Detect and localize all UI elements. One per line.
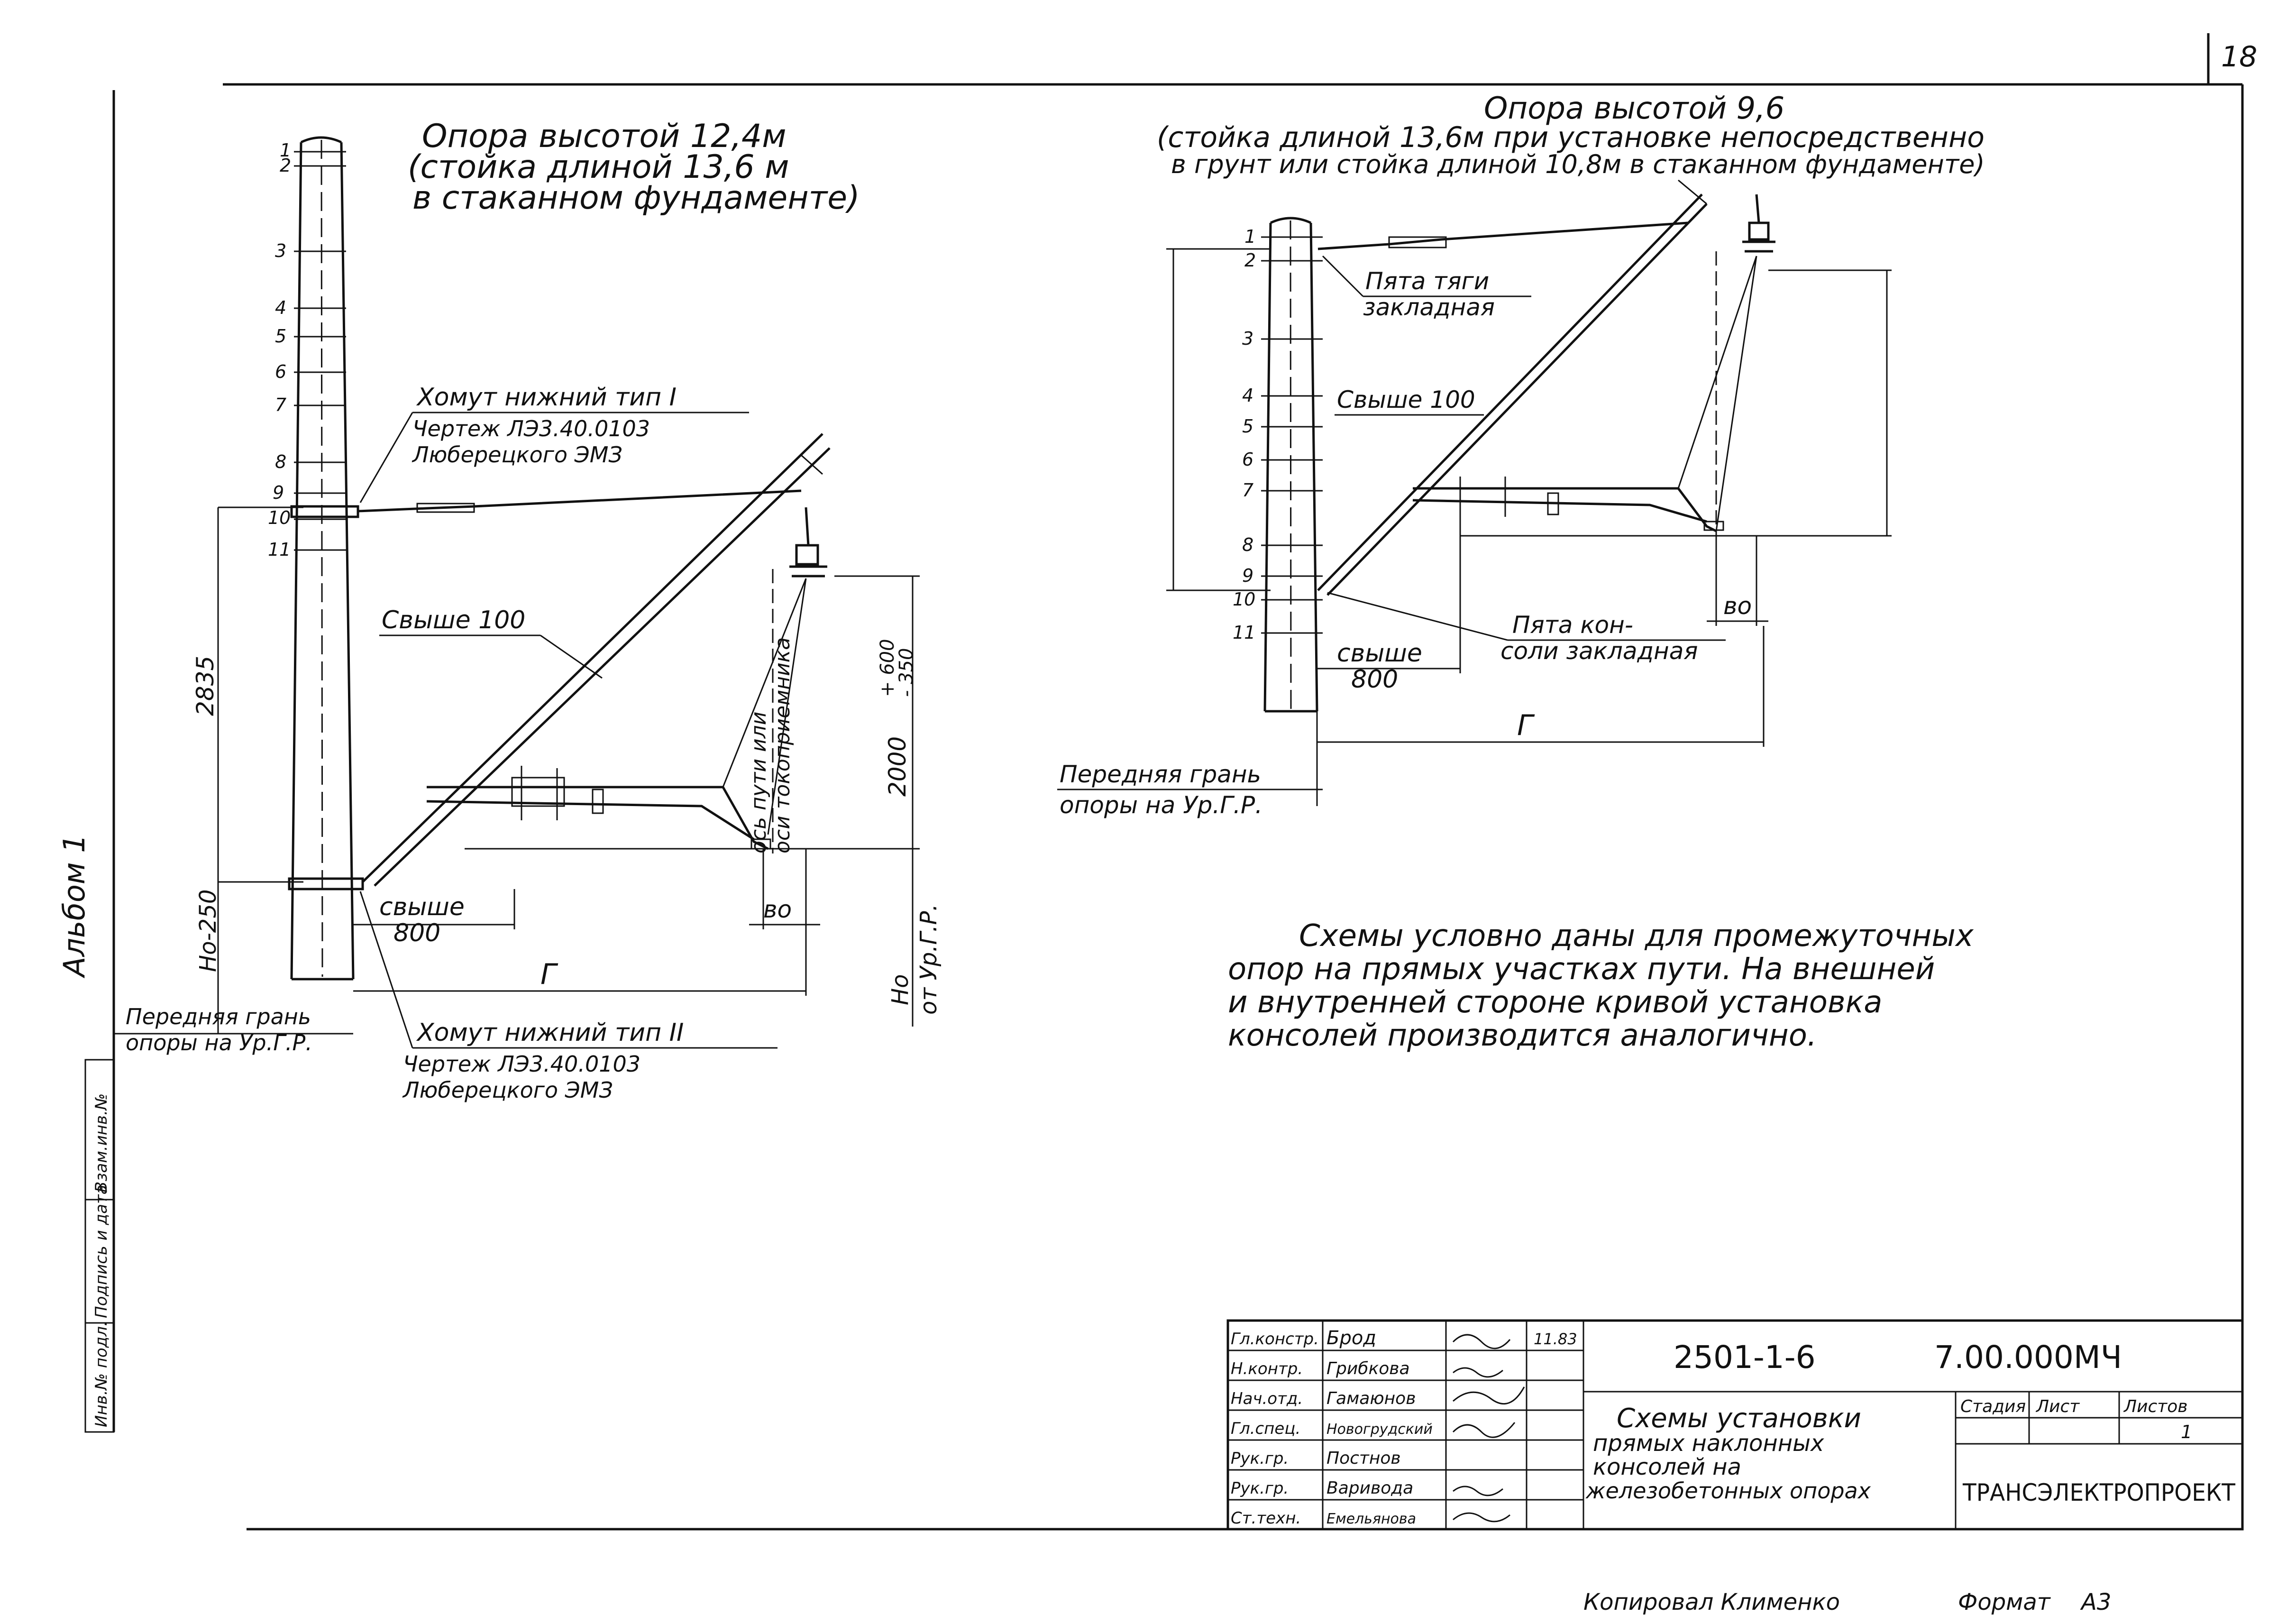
tb-role-5: Рук.гр. [1231,1449,1289,1468]
tb-date: 11.83 [1534,1330,1577,1348]
right-label-above100: Свыше 100 [1337,386,1475,413]
left-dim-2000-tol-minus: - 350 [896,648,917,697]
left-clamp-top-line-2: Чертеж ЛЭ3.40.0103 [412,416,650,441]
page-number: 18 [2221,40,2258,73]
tb-role-3: Нач.отд. [1231,1389,1303,1408]
left-level-9: 9 [273,482,284,503]
side-stamp-cell-2: Подпись и дата [92,1184,111,1318]
right-heel-console-2: соли закладная [1500,637,1698,665]
left-level-6: 6 [275,361,287,382]
album-label: Альбом 1 [57,834,91,977]
left-label-above800-1: свыше [379,893,465,921]
left-title-line-2: (стойка длиной 13,6 м [408,148,789,186]
right-front-face-1: Передняя грань [1060,761,1261,788]
footer-copied: Копировал Клименко [1583,1589,1840,1615]
right-heel-tie-1: Пята тяги [1365,267,1490,295]
right-heel-console-1: Пята кон- [1512,611,1633,639]
left-front-face-2: опоры на Ур.Г.Р. [126,1030,312,1055]
left-level-5: 5 [275,326,287,347]
side-stamp-cell-3: Инв.№ подл. [92,1321,111,1427]
right-level-6: 6 [1242,449,1254,470]
note-line-4: консолей производится аналогично. [1228,1018,1817,1053]
footer-format-label: Формат [1958,1589,2050,1615]
left-dimensions [114,507,920,1034]
tb-doc-code: 2501-1-6 [1674,1339,1816,1376]
right-insulator-assembly [1413,194,1775,531]
left-level-10: 10 [268,507,291,528]
tb-role-1: Гл.констр. [1231,1330,1319,1349]
right-level-1: 1 [1244,226,1256,247]
right-dim-vo: во [1723,592,1752,620]
left-dim-2835: 2835 [192,655,219,716]
left-dim-ho-1: Hо [887,974,914,1005]
tb-title-line-2: прямых наклонных [1593,1430,1824,1457]
tb-title-line-1: Схемы установки [1617,1403,1861,1434]
left-title-line-3: в стаканном фундаменте) [412,179,860,217]
left-pole [292,138,353,979]
left-label-above100: Свыше 100 [382,606,526,634]
left-dim-2000-tol-plus: + 600 [877,639,898,697]
signatures [1453,1335,1524,1522]
left-level-2: 2 [280,155,292,176]
tb-name-4: Новогрудский [1326,1421,1433,1438]
tb-name-6: Варивода [1326,1478,1414,1498]
right-label-above800-2: 800 [1351,665,1399,694]
right-title-line-1: Опора высотой 9,6 [1484,91,1785,126]
left-axis-label-2: оси токоприемника [770,637,795,853]
left-level-1: 1 [280,140,292,161]
tb-stage-label: Стадия [1960,1397,2026,1416]
tb-title-line-4: железобетонных опорах [1586,1478,1871,1504]
side-stamp [85,1060,114,1432]
right-title-line-2: (стойка длиной 13,6м при установке непосредственно [1157,121,1985,154]
right-dim-g: Г [1517,709,1533,742]
tb-sheets-label: Листов [2124,1397,2188,1416]
left-dim-g: Г [540,958,557,991]
tb-title-line-3: консолей на [1593,1454,1741,1480]
right-level-5: 5 [1242,416,1254,437]
note-line-1: Схемы условно даны для промежуточных [1299,918,1974,954]
tb-name-3: Гамаюнов [1326,1389,1416,1408]
left-clamp-top-line-1: Хомут нижний тип I [417,383,677,412]
left-dim-2000: 2000 [884,736,911,797]
footer [1583,1589,2111,1615]
right-scheme [1057,91,1985,819]
right-label-above800-1: свыше [1337,639,1422,668]
tb-sheet-label: Лист [2036,1397,2080,1416]
left-level-8: 8 [275,451,287,472]
left-dim-vo: во [763,896,792,923]
tb-name-7: Емельянова [1326,1511,1416,1527]
left-level-4: 4 [275,297,287,318]
left-axis-label-1: ось пути или [747,711,771,853]
tb-name-5: Постнов [1326,1449,1401,1468]
right-tie-rod [1318,223,1688,249]
general-note [1228,918,1974,1053]
tb-name-1: Брод [1326,1327,1376,1349]
right-level-marks [1233,226,1323,643]
left-tie-rod [358,491,801,511]
left-dim-ho-2: от Ур.Г.Р. [915,904,942,1015]
left-title-line-1: Опора высотой 12,4м [422,118,787,155]
right-level-7: 7 [1242,480,1254,501]
right-front-face-2: опоры на Ур.Г.Р. [1060,791,1263,819]
note-line-2: опор на прямых участках пути. На внешней [1228,952,1935,987]
tb-role-4: Гл.спец. [1231,1419,1301,1438]
tb-org: ТРАНСЭЛЕКТРОПРОЕКТ [1962,1479,2236,1506]
right-heel-tie-2: закладная [1363,294,1495,321]
note-line-3: и внутренней стороне кривой установка [1228,985,1883,1020]
left-dim-h250: Hо-250 [195,889,221,972]
left-label-above800-2: 800 [393,919,441,947]
right-level-10: 10 [1233,589,1256,610]
tb-role-7: Ст.техн. [1231,1509,1301,1528]
right-level-9: 9 [1242,565,1254,586]
left-level-7: 7 [275,395,287,415]
side-stamp-cell-1: Взам.инв.№ [92,1093,111,1193]
tb-role-2: Н.контр. [1231,1359,1303,1378]
tb-sheet-code: 7.00.000МЧ [1934,1339,2122,1376]
left-clamp-top-line-3: Люберецкого ЭМЗ [412,442,622,468]
tb-role-6: Рук.гр. [1231,1479,1289,1498]
right-level-2: 2 [1244,250,1256,271]
right-level-11: 11 [1233,622,1256,643]
left-clamp-bottom-line-1: Хомут нижний тип II [417,1018,684,1047]
left-clamp-bottom-line-3: Люберецкого ЭМЗ [403,1077,613,1103]
footer-format-value: А3 [2081,1589,2112,1615]
left-level-marks [268,140,346,560]
left-level-11: 11 [268,539,291,560]
title-block [1228,1321,2242,1529]
tb-name-2: Грибкова [1326,1359,1410,1378]
left-clamp-bottom-line-2: Чертеж ЛЭ3.40.0103 [403,1051,641,1077]
tb-sheets-value: 1 [2181,1422,2193,1442]
left-level-3: 3 [275,240,287,261]
right-level-3: 3 [1242,328,1254,349]
right-pole [1265,218,1317,711]
left-front-face-1: Передняя грань [126,1004,311,1029]
right-title-line-3: в грунт или стойка длиной 10,8м в стаканном фундаменте) [1171,149,1985,179]
right-level-4: 4 [1242,385,1254,406]
right-level-8: 8 [1242,534,1254,555]
left-scheme [114,118,942,1103]
